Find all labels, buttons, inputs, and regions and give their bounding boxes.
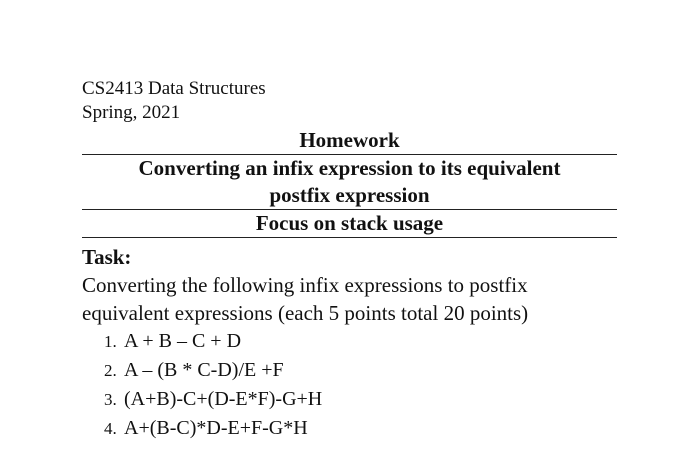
item-expression: A + B – C + D	[124, 330, 242, 352]
task-description-line-1: Converting the following infix expressions to postfix	[82, 273, 528, 297]
expression-list	[82, 327, 642, 443]
item-number: 1.	[104, 332, 117, 351]
task-section	[82, 243, 642, 443]
expression-item-2	[82, 356, 642, 385]
task-label: Task:	[82, 245, 132, 269]
expression-item-1	[82, 327, 642, 356]
expression-item-3	[82, 385, 642, 414]
item-number: 3.	[104, 390, 117, 409]
expression-item-4	[82, 414, 642, 443]
item-number: 4.	[104, 419, 117, 438]
course-info	[82, 77, 266, 125]
homework-header	[82, 127, 617, 238]
focus-line: Focus on stack usage	[255, 211, 444, 235]
topic-line-1: Converting an infix expression to its equivalent	[138, 156, 561, 180]
divider-3	[82, 237, 617, 238]
item-expression: A – (B * C-D)/E +F	[124, 359, 284, 381]
topic-line-2: postfix expression	[269, 183, 430, 207]
task-description-line-2: equivalent expressions (each 5 points total 20 points)	[82, 301, 529, 325]
item-expression: (A+B)-C+(D-E*F)-G+H	[124, 388, 323, 410]
course-term: Spring, 2021	[82, 102, 181, 123]
homework-title: Homework	[299, 128, 400, 152]
item-number: 2.	[104, 361, 117, 380]
course-name: CS2413 Data Structures	[82, 78, 266, 99]
item-expression: A+(B-C)*D-E+F-G*H	[124, 417, 308, 439]
